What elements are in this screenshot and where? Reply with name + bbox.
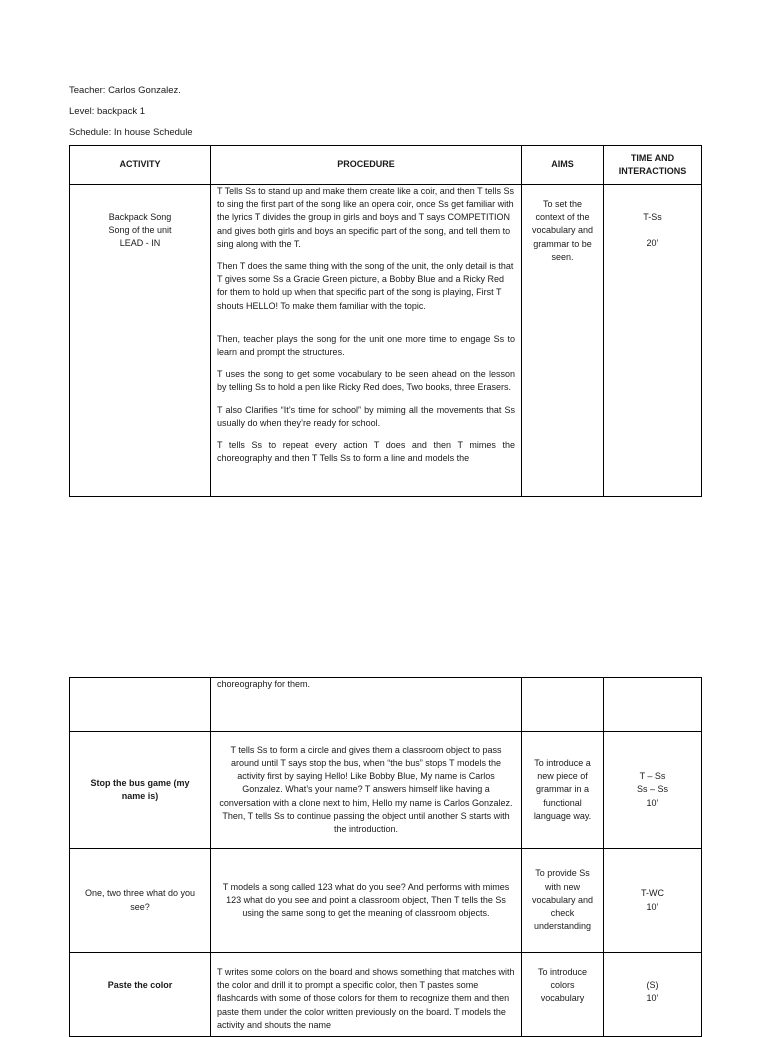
activity-subtitle: Song of the unit <box>108 225 172 236</box>
activity-cell <box>70 185 211 497</box>
procedure-cell <box>211 185 522 497</box>
lesson-plan-table-continued <box>69 677 702 1037</box>
procedure-paragraph: Then, teacher plays the song for the unit one more time to engage Ss to learn and prompt the structures. <box>217 333 515 358</box>
lesson-plan-table <box>69 145 702 497</box>
activity-cell: Stop the bus game (my name is) <box>70 732 211 849</box>
table-row <box>70 732 702 849</box>
procedure-cell: T tells Ss to form a circle and gives them a classroom object to pass around until T says stop the bus, when “the bus” stops T models the activity first by saying Hello! Like Bobby Blue, My name is Carlos Gonzalez. What’s your name? T answers himself like having a conversation with a clone next to him, Hello my name is Carlos Gonzalez. Then, T tells Ss to continue passing the object until another S starts with the introduction. <box>211 732 522 849</box>
interaction-value: (S) <box>646 980 659 990</box>
procedure-cell: choreography for them. <box>211 678 522 732</box>
time-value: 20’ <box>646 238 659 249</box>
aims-cell: To introduce colors vocabulary <box>522 953 604 1037</box>
time-value: 10’ <box>646 993 659 1004</box>
table-header-row <box>70 146 702 185</box>
aims-cell: To introduce a new piece of grammar in a functional language way. <box>522 732 604 849</box>
table-row <box>70 849 702 953</box>
procedure-paragraph: Then T does the same thing with the song of the unit, the only detail is that T gives some Ss a Gracie Green picture, a Bobby Blue and a Ricky Red for them to hold up when that specific part of the song is playing, First T shouts HELLO! To make them familiar with the topic. <box>217 261 514 311</box>
procedure-paragraph: T also Clarifies “It’s time for school” by miming all the movements that Ss usually do when they’re ready for school. <box>217 404 515 428</box>
procedure-cell: T writes some colors on the board and shows something that matches with the color and drill it to prompt a specific color, then T pastes some flashcards with some of those colors for them to recognize them and then paste them under the color written previously on the board. T models the activity and shouts the name <box>211 953 522 1037</box>
activity-cell: Paste the color <box>70 953 211 1037</box>
procedure-paragraph: T tells Ss to repeat every action T does and then T mimes the choreography and then T Tells Ss to form a line and models the <box>217 440 515 464</box>
schedule-line: Schedule: In house Schedule <box>69 127 193 138</box>
table-row <box>70 185 702 497</box>
activity-cell: One, two three what do you see? <box>70 849 211 953</box>
interaction-value: T-WC <box>641 888 664 899</box>
aims-cell: To provide Ss with new vocabulary and check understanding <box>522 849 604 953</box>
teacher-line: Teacher: Carlos Gonzalez. <box>69 85 181 96</box>
table-row <box>70 678 702 732</box>
aims-cell <box>522 678 604 732</box>
interaction-value: Ss – Ss <box>636 784 668 795</box>
procedure-paragraph: T uses the song to get some vocabulary to be seen ahead on the lesson by telling Ss to hold a pen like Ricky Red does, Two books, three Erasers. <box>217 369 515 393</box>
column-header-activity: ACTIVITY <box>70 146 211 185</box>
time-cell <box>604 732 702 849</box>
procedure-cell: T models a song called 123 what do you see? And performs with mimes 123 what do you see and point a classroom object, Then T tells the Ss using the same song to get the meaning of classroom objects. <box>211 849 522 953</box>
time-cell <box>604 849 702 953</box>
aims-cell: To set the context of the vocabulary and grammar to be seen. <box>522 185 604 497</box>
interaction-value: T-Ss <box>643 212 662 222</box>
level-line: Level: backpack 1 <box>69 106 146 117</box>
activity-stage: LEAD - IN <box>119 238 161 249</box>
activity-cell <box>70 678 211 732</box>
time-value: 10’ <box>646 901 659 912</box>
time-cell <box>604 185 702 497</box>
column-header-time: TIME AND INTERACTIONS <box>604 146 702 185</box>
document-header <box>69 80 193 143</box>
time-value: 10’ <box>646 797 659 808</box>
column-header-procedure: PROCEDURE <box>211 146 522 185</box>
column-header-aims: AIMS <box>522 146 604 185</box>
time-cell <box>604 678 702 732</box>
activity-title: Backpack Song <box>108 212 172 222</box>
procedure-paragraph: T Tells Ss to stand up and make them create like a coir, and then T tells Ss to sing the first part of the song like an opera coir, once Ss get familiar with the lyrics T divides the group in girls and boys and T says COMPETITION and gives both girls and boys an specific part of the song, and tell them to sing along with the T. <box>217 186 514 249</box>
interaction-value: T – Ss <box>639 771 666 782</box>
